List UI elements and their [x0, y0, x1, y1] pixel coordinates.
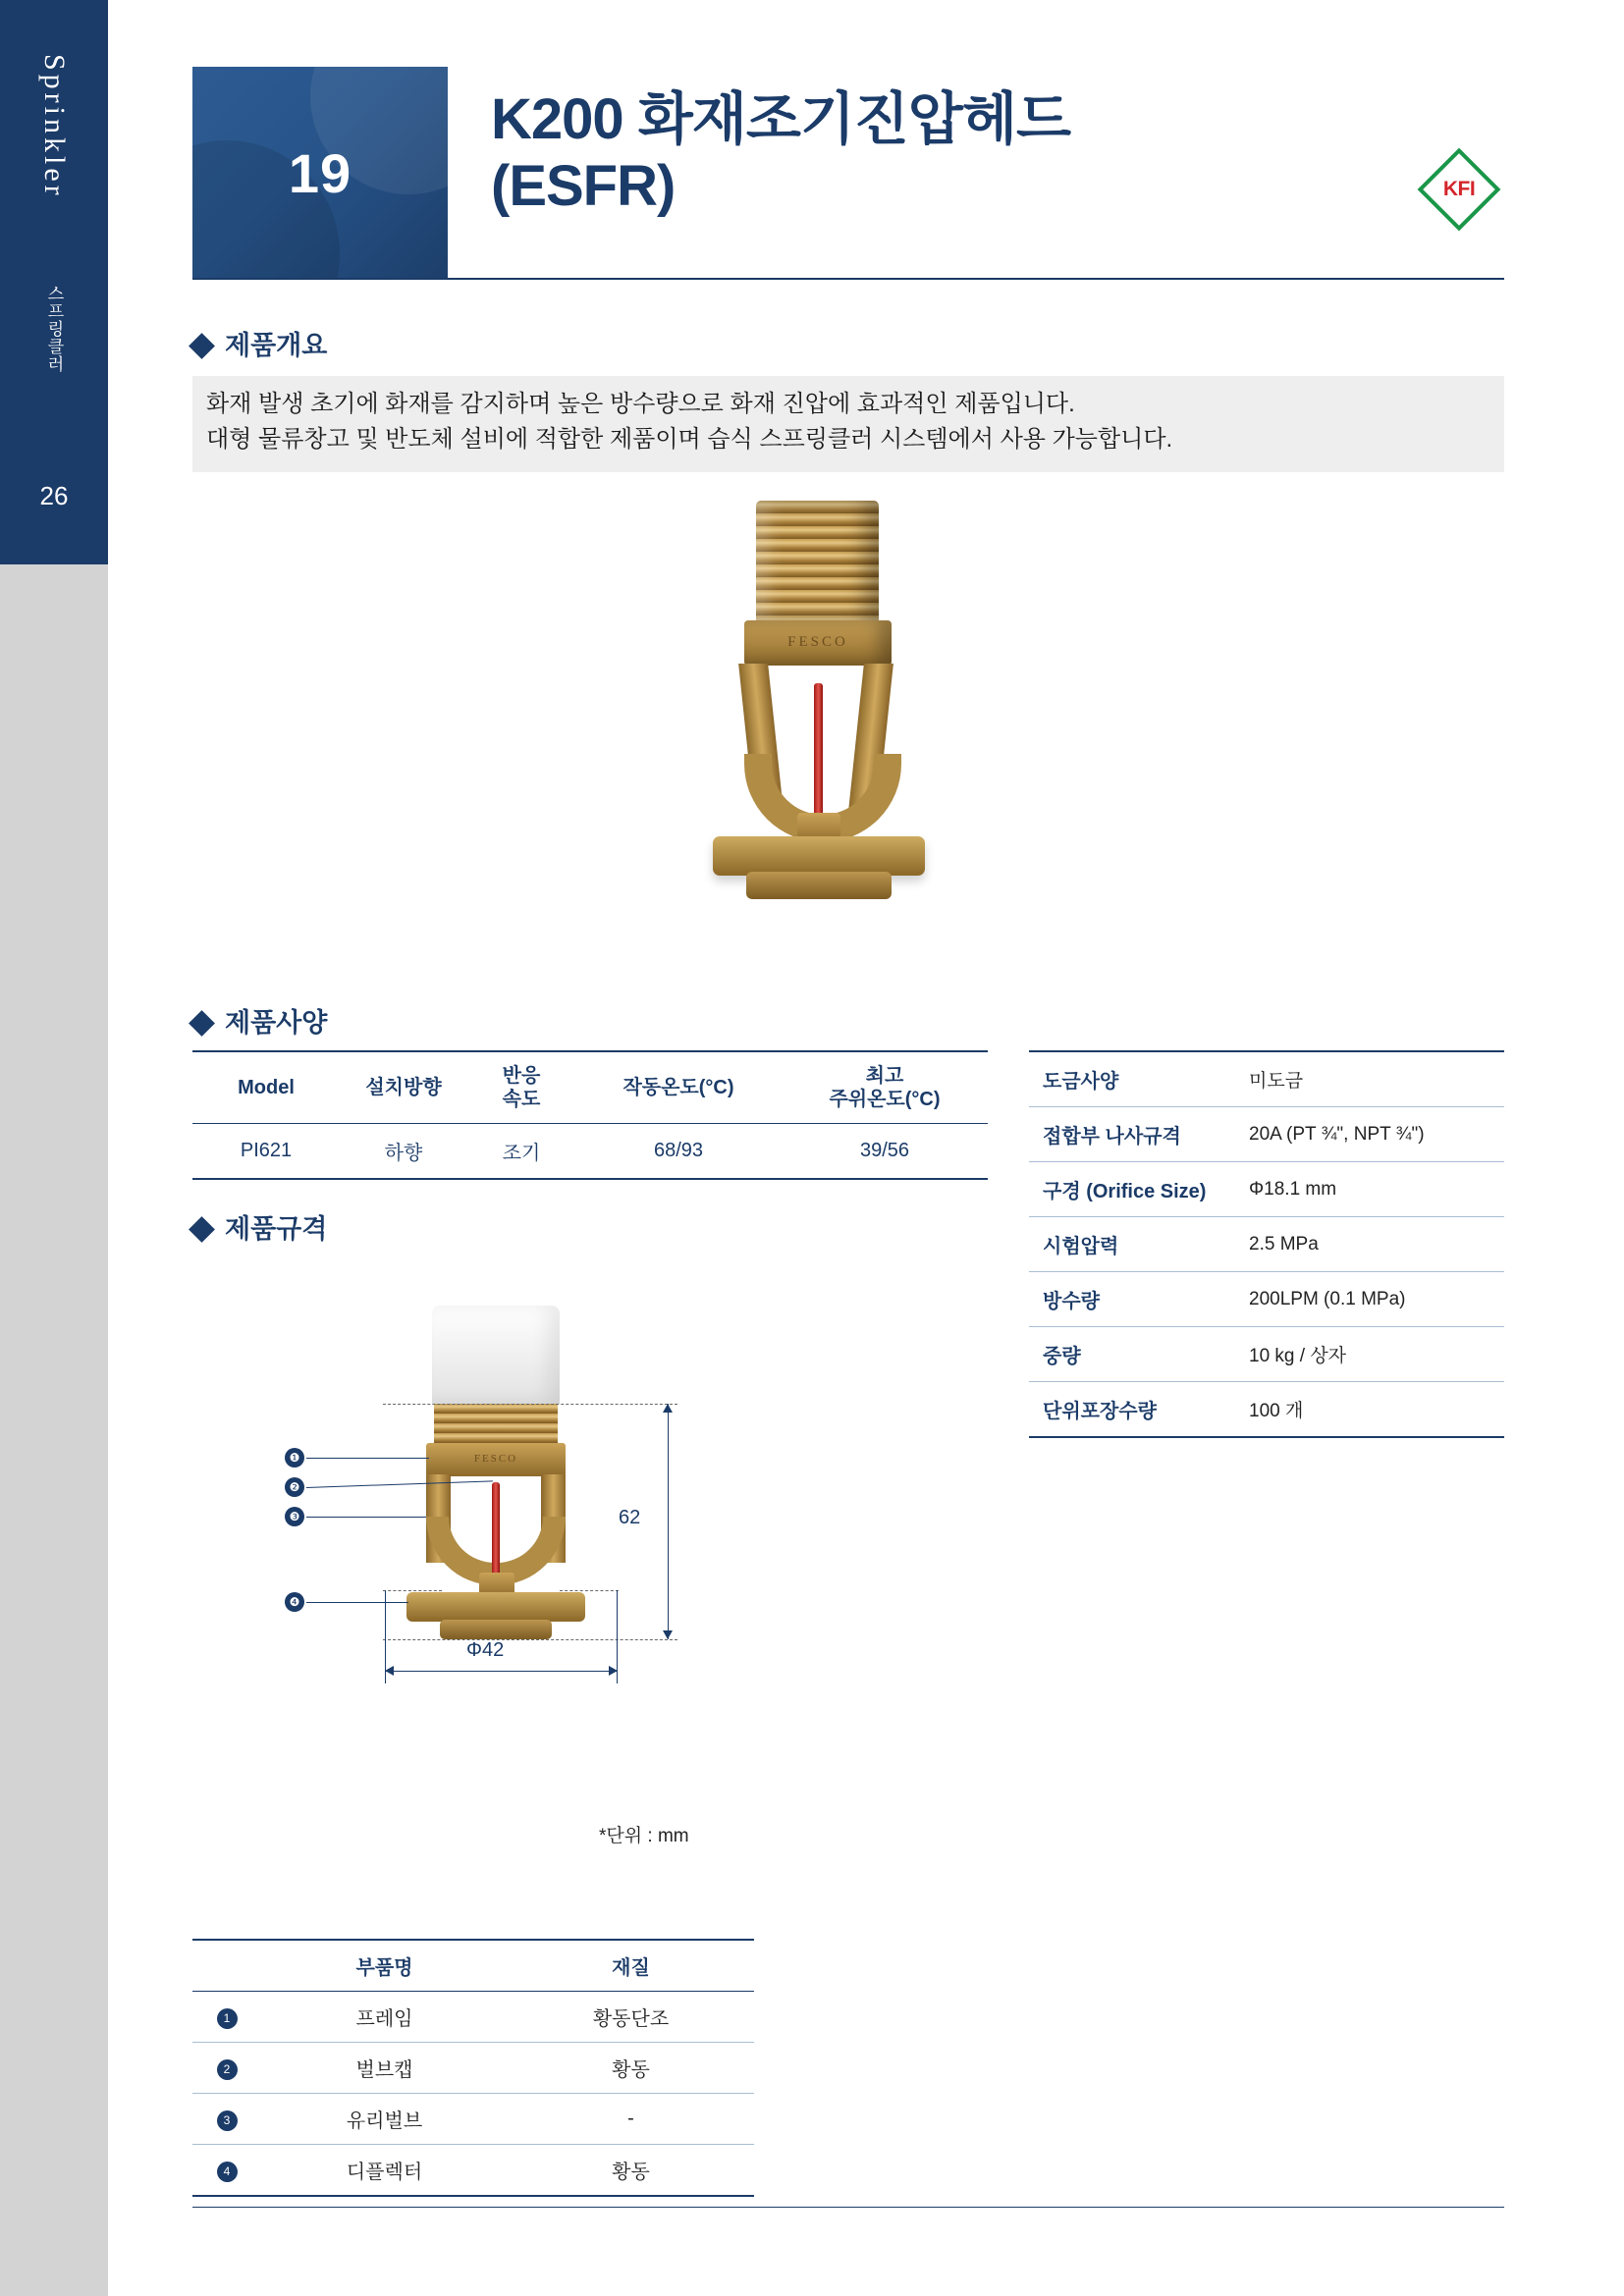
table-row [192, 2094, 754, 2145]
cell-model: PI621 [240, 1140, 293, 1161]
part-material-cell: 황동 [612, 2059, 650, 2081]
callout-3: ❸ [285, 1507, 304, 1526]
part-no-cell [192, 1992, 261, 2043]
part-name-cell: 디플렉터 [346, 2162, 423, 2183]
table-row [192, 2043, 754, 2094]
detail-label-plating: 도금사양 [1043, 1071, 1119, 1093]
kfi-certification-icon [1422, 152, 1496, 227]
parts-table [192, 1939, 754, 2197]
drawing-heading [192, 1207, 327, 1246]
part-no-cell [192, 2043, 261, 2094]
sprinkler-body [744, 620, 892, 666]
col-model: Model [238, 1077, 295, 1098]
spec-heading-text: 제품사양 [225, 1008, 328, 1038]
table-row [1029, 1107, 1504, 1162]
col-max-ambient-temp: 최고 주위온도(°C) [829, 1065, 941, 1110]
page-number: 26 [39, 481, 69, 510]
drawing-heading-text: 제품규격 [225, 1214, 328, 1244]
dim-diameter-value: Φ42 [466, 1639, 505, 1661]
spec-main-table [192, 1050, 988, 1180]
table-row [192, 1124, 988, 1180]
col-response-speed: 반응 속도 [502, 1065, 541, 1110]
col-operating-temp: 작동온도(°C) [623, 1077, 734, 1098]
section-number: 19 [288, 142, 352, 204]
drawing-body-brand-label: FESCO [473, 1453, 518, 1465]
left-rail [0, 0, 108, 564]
section-number-badge [192, 67, 448, 278]
callout-leader-1 [306, 1458, 429, 1459]
detail-value-plating: 미도금 [1249, 1071, 1304, 1092]
table-row [1029, 1382, 1504, 1438]
table-row [1029, 1272, 1504, 1327]
part-no-cell [192, 2094, 261, 2145]
cell-response-speed: 조기 [502, 1143, 541, 1164]
cell-operating-temp: 68/93 [653, 1140, 704, 1161]
part-material-cell: - [627, 2108, 634, 2129]
table-row [1029, 1162, 1504, 1217]
table-row [1029, 1051, 1504, 1107]
page-title [491, 86, 1070, 221]
ext-line-dia-left [383, 1590, 442, 1591]
drawing-thread [434, 1404, 558, 1443]
callout-leader-4 [306, 1602, 408, 1603]
overview-heading [192, 324, 327, 362]
sprinkler-glass-bulb [814, 683, 823, 821]
table-header-row [192, 1940, 754, 1992]
col-part-name: 부품명 [355, 1957, 413, 1979]
part-number-badge: 4 [217, 2162, 238, 2182]
detail-label-weight: 중량 [1043, 1346, 1081, 1367]
callout-4: ❹ [285, 1592, 304, 1612]
cell-max-ambient-temp: 39/56 [859, 1140, 910, 1161]
detail-value-packing-qty: 100 개 [1249, 1401, 1304, 1421]
detail-value-orifice: Φ18.1 mm [1249, 1178, 1337, 1200]
detail-label-thread: 접합부 나사규격 [1043, 1126, 1181, 1148]
rail-brand-label: Sprinkler [38, 54, 71, 199]
part-number-badge: 2 [217, 2059, 238, 2080]
diamond-bullet-icon [189, 1010, 215, 1037]
sprinkler-body-brand-label: FESCO [787, 634, 848, 650]
dimension-drawing [289, 1306, 736, 1767]
dim-height-value: 62 [619, 1507, 641, 1528]
diamond-bullet-icon [189, 333, 215, 359]
detail-label-orifice: 구경 (Orifice Size) [1043, 1181, 1207, 1202]
header-divider [192, 278, 1504, 280]
overview-heading-text: 제품개요 [225, 331, 328, 360]
overview-line-1: 화재 발생 초기에 화재를 감지하며 높은 방수량으로 화재 진압에 효과적인 제품입니다. [206, 391, 1075, 417]
table-row [192, 1992, 754, 2043]
overview-line-2: 대형 물류창고 및 반도체 설비에 적합한 제품이며 습식 스프링클러 시스템에서 사용 가능합니다. [206, 426, 1173, 454]
part-material-cell: 황동 [612, 2162, 650, 2183]
drawing-deflector [406, 1592, 585, 1622]
dim-horizontal-line [385, 1671, 618, 1672]
detail-value-test-pressure: 2.5 MPa [1249, 1233, 1319, 1255]
table-row [192, 2145, 754, 2197]
page-title-line1: K200 화재조기진압헤드 [491, 87, 1070, 151]
callout-leader-2 [306, 1480, 493, 1488]
detail-label-discharge: 방수량 [1043, 1291, 1100, 1312]
callout-1: ❶ [285, 1448, 304, 1468]
part-name-cell: 프레임 [355, 2008, 413, 2030]
part-name-cell: 유리벌브 [346, 2110, 423, 2132]
spec-detail-table [1029, 1050, 1504, 1438]
rail-brand-sub-label: 스프링클러 [44, 285, 64, 373]
left-rail-gray-extension [0, 564, 108, 2296]
sprinkler-deflector [713, 836, 925, 876]
detail-value-discharge: 200LPM (0.1 MPa) [1249, 1288, 1406, 1309]
ext-line-dia-right [560, 1590, 619, 1591]
col-material: 재질 [612, 1957, 650, 1979]
callout-2: ❷ [285, 1477, 304, 1497]
cell-direction: 하향 [384, 1143, 423, 1164]
sprinkler-illustration [628, 491, 1001, 952]
page-title-line2: (ESFR) [491, 154, 676, 219]
detail-label-packing-qty: 단위포장수량 [1043, 1401, 1157, 1422]
col-direction: 설치방향 [365, 1077, 442, 1098]
footer-divider [192, 2207, 1504, 2208]
part-material-cell: 황동단조 [592, 2008, 670, 2030]
kfi-label: KFI [1442, 178, 1476, 200]
dim-arrow-right [609, 1666, 618, 1676]
detail-value-thread: 20A (PT ¾", NPT ¾") [1249, 1123, 1425, 1145]
table-header-row [192, 1051, 988, 1124]
diamond-bullet-icon [189, 1216, 215, 1243]
part-no-cell [192, 2145, 261, 2197]
drawing-deflector-lower [440, 1620, 552, 1639]
drawing-inlet [432, 1306, 560, 1404]
part-number-badge: 3 [217, 2110, 238, 2131]
product-photo [628, 491, 1001, 952]
detail-value-weight: 10 kg / 상자 [1249, 1346, 1347, 1366]
unit-note: *단위 : mm [599, 1826, 689, 1846]
dim-arrow-down [663, 1630, 673, 1639]
dim-arrow-up [663, 1404, 673, 1413]
dim-arrow-left [385, 1666, 394, 1676]
spec-heading [192, 1001, 327, 1040]
drawing-body [426, 1443, 566, 1476]
dim-vertical-line [668, 1404, 669, 1639]
overview-panel [192, 376, 1504, 472]
col-no [192, 1940, 261, 1992]
part-number-badge: 1 [217, 2008, 238, 2029]
callout-leader-3 [306, 1517, 426, 1518]
table-row [1029, 1217, 1504, 1272]
ext-line-top [383, 1404, 677, 1405]
sprinkler-deflector-lower [746, 872, 892, 899]
drawing-glass-bulb [492, 1482, 500, 1585]
sprinkler-thread [756, 501, 879, 623]
table-row [1029, 1327, 1504, 1382]
part-name-cell: 벌브캡 [355, 2059, 413, 2081]
detail-label-test-pressure: 시험압력 [1043, 1236, 1119, 1257]
ext-line-bottom [383, 1639, 677, 1640]
